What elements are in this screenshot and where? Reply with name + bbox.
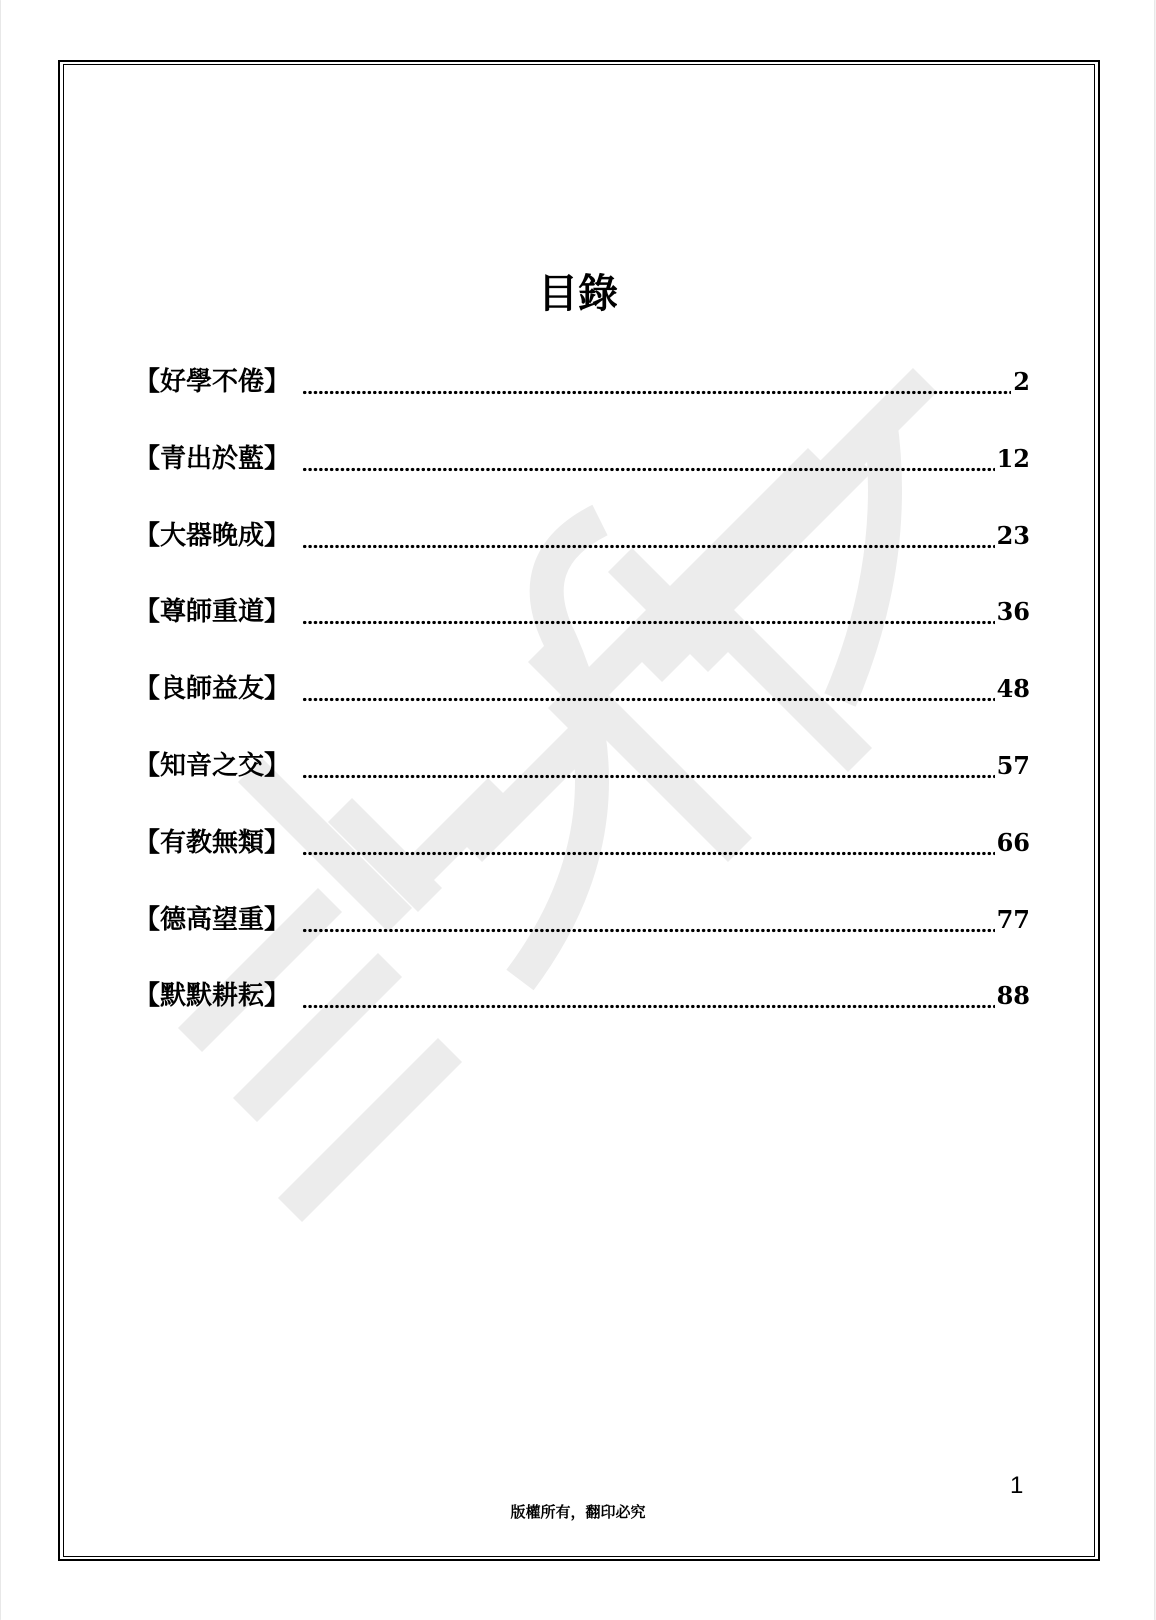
toc-entry-label: 【青出於藍】 <box>134 443 291 474</box>
toc-entry[interactable] <box>134 443 1030 520</box>
toc-entry-label: 【良師益友】 <box>134 674 291 705</box>
copyright-footer: 版權所有，翻印必究 <box>510 1503 646 1521</box>
toc-entry-page: 77 <box>996 904 1030 934</box>
toc-entry[interactable] <box>134 673 1030 750</box>
toc-entry-page: 36 <box>996 597 1030 627</box>
toc-dot-leader <box>302 443 995 475</box>
toc-entry[interactable] <box>134 596 1030 673</box>
toc-entry-page: 88 <box>996 981 1030 1011</box>
toc-entry[interactable] <box>134 827 1030 904</box>
toc-dot-leader <box>302 904 995 936</box>
toc-entry-page: 48 <box>996 674 1030 704</box>
toc-dot-leader <box>302 366 1011 398</box>
toc-entry-label: 【默默耕耘】 <box>134 981 291 1012</box>
toc-entry-label: 【大器晚成】 <box>134 520 291 551</box>
table-of-contents <box>134 366 1030 1057</box>
toc-entry[interactable] <box>134 520 1030 597</box>
toc-entry[interactable] <box>134 980 1030 1057</box>
toc-dot-leader <box>302 750 995 782</box>
toc-entry-page: 66 <box>996 827 1030 857</box>
toc-entry-label: 【好學不倦】 <box>134 367 291 397</box>
toc-dot-leader <box>302 520 995 552</box>
toc-entry-page: 2 <box>1013 367 1030 396</box>
toc-entry[interactable] <box>134 750 1030 827</box>
toc-entry[interactable] <box>134 366 1030 443</box>
toc-entry-label: 【尊師重道】 <box>134 597 291 628</box>
toc-entry[interactable] <box>134 904 1030 981</box>
toc-entry-page: 23 <box>996 520 1030 550</box>
page-title: 目錄 <box>538 271 618 317</box>
toc-entry-label: 【德高望重】 <box>134 904 291 935</box>
toc-dot-leader <box>302 827 995 859</box>
toc-dot-leader <box>302 596 995 628</box>
page-number: 1 <box>1010 1472 1024 1499</box>
toc-entry-label: 【知音之交】 <box>134 750 291 781</box>
toc-entry-page: 57 <box>996 750 1030 780</box>
toc-entry-label: 【有教無類】 <box>134 827 291 858</box>
toc-dot-leader <box>302 980 995 1012</box>
toc-dot-leader <box>302 673 995 705</box>
toc-entry-page: 12 <box>996 443 1030 473</box>
